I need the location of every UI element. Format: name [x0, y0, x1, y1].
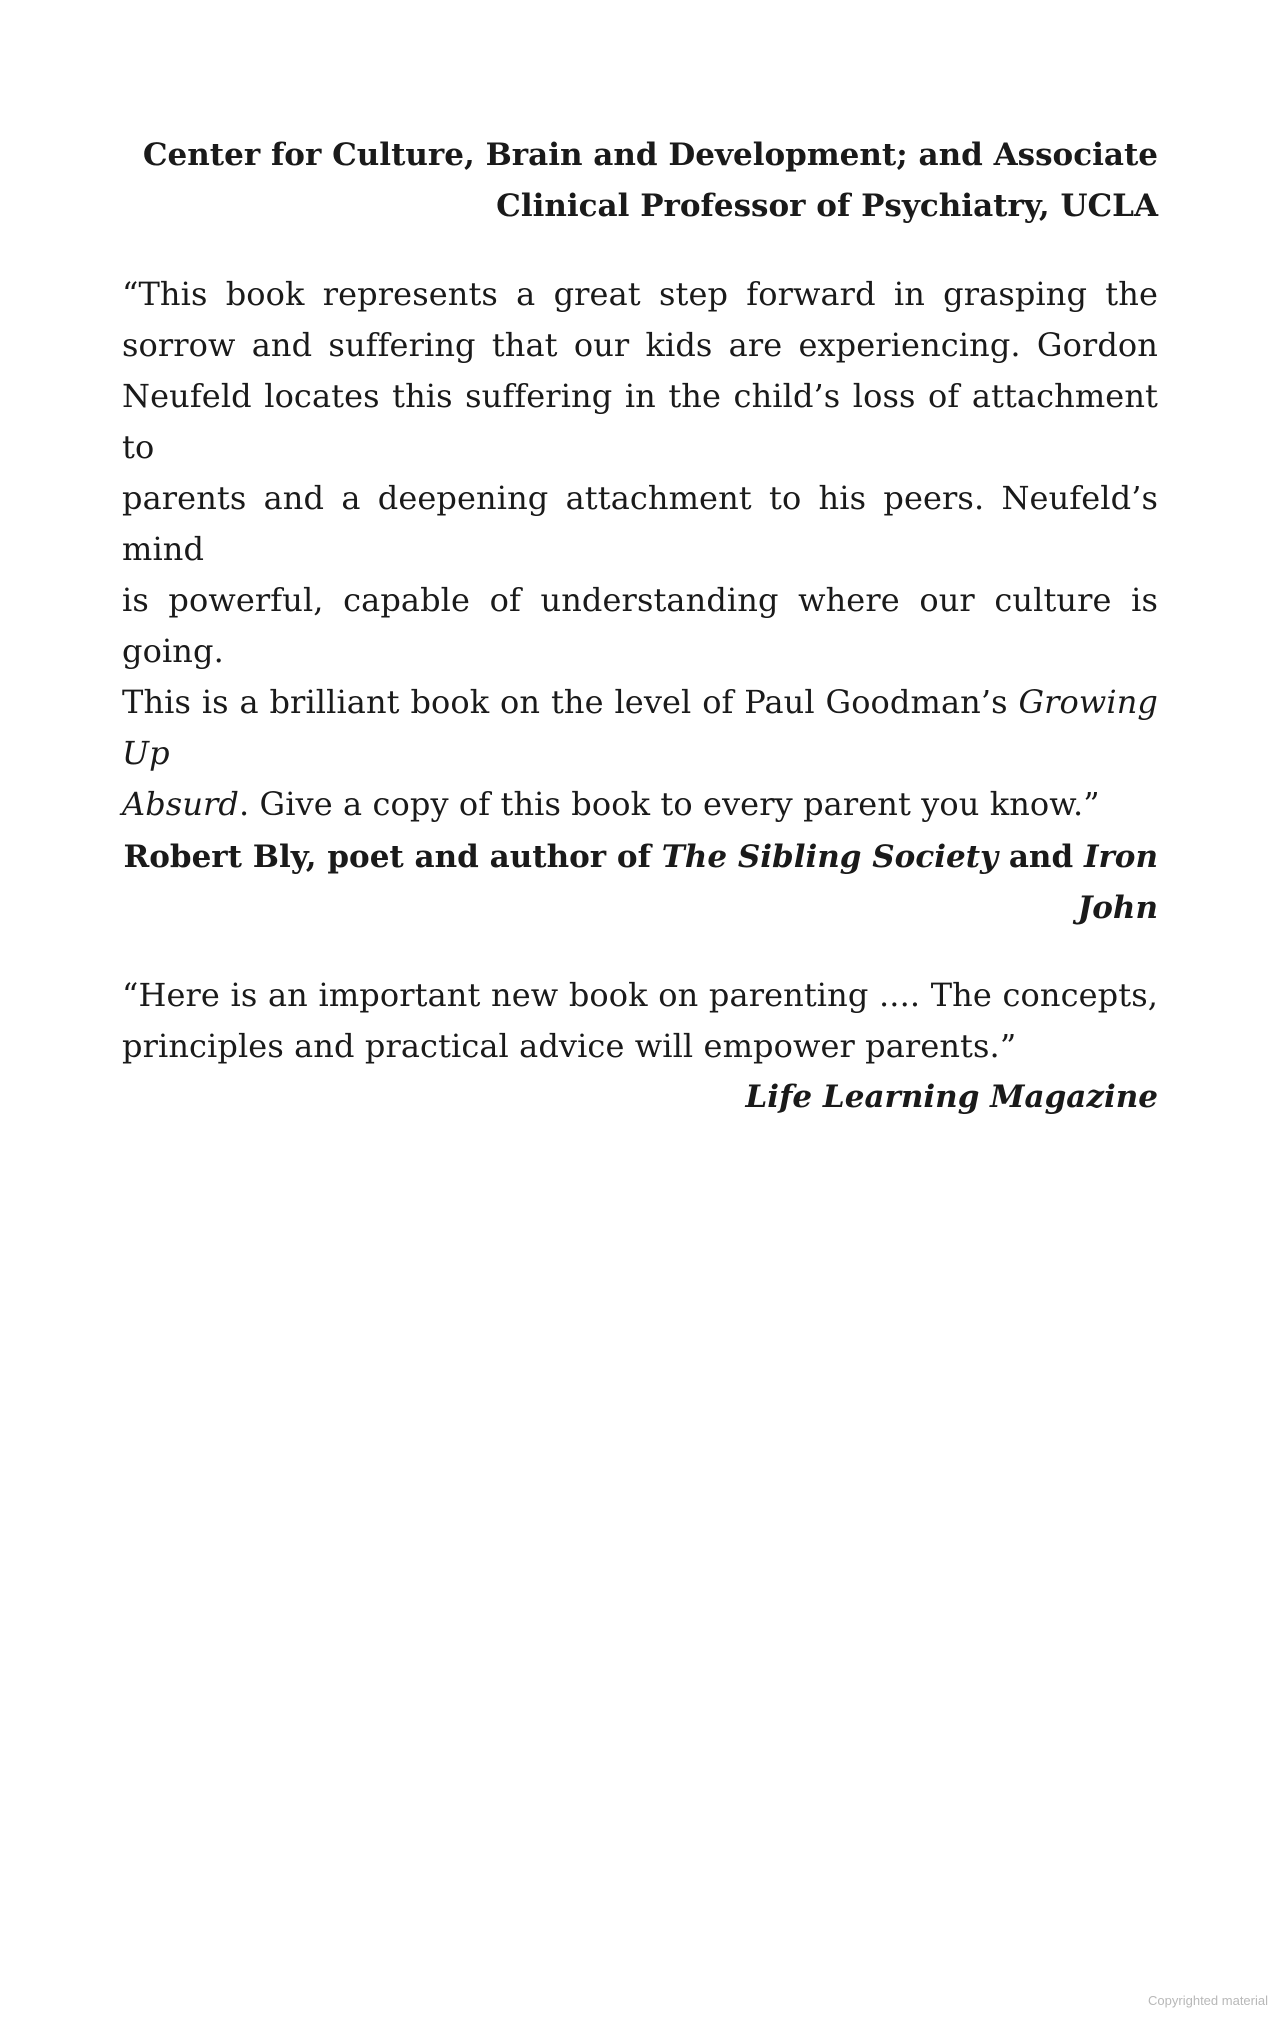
- quote-line: sorrow and suffering that our kids are experiencing. Gordon: [122, 326, 1158, 364]
- quote-line: is powerful, capable of understanding where our culture is going.: [122, 581, 1158, 670]
- attribution-prefix: Robert Bly, poet and author of: [123, 839, 651, 875]
- header-attribution-line-2: Clinical Professor of Psychiatry, UCLA: [496, 188, 1158, 224]
- quote-line: parents and a deepening attachment to his peers. Neufeld’s mind: [122, 479, 1158, 568]
- quote-line: “This book represents a great step forward in grasping the: [122, 275, 1158, 313]
- quote-life-learning: [122, 970, 1158, 1072]
- book-page: [122, 130, 1158, 1123]
- attribution-bly: [122, 832, 1158, 934]
- book-title: Growing Up: [122, 683, 1158, 772]
- quote-line: Neufeld locates this suffering in the child’s loss of attachment to: [122, 377, 1158, 466]
- book-title: Absurd: [122, 785, 240, 823]
- header-attribution-line-1: Center for Culture, Brain and Development; and Associate: [142, 137, 1158, 173]
- source-title: Life Learning Magazine: [745, 1079, 1158, 1115]
- header-attribution: [122, 130, 1158, 232]
- quote-text: . Give a copy of this book to every parent you know.”: [239, 785, 1100, 823]
- quote-line: [122, 779, 1158, 830]
- copyright-notice: Copyrighted material: [1148, 1993, 1268, 2008]
- attribution-middle: and: [1008, 839, 1074, 875]
- quote-line: “Here is an important new book on parenting .... The concepts,: [122, 976, 1158, 1014]
- quote-line: principles and practical advice will empower parents.”: [122, 1027, 1017, 1065]
- quote-bly: [122, 269, 1158, 830]
- quote-text: This is a brilliant book on the level of Paul Goodman’s: [122, 683, 1008, 721]
- book-title: Iron John: [1077, 839, 1158, 926]
- book-title: The Sibling Society: [661, 839, 999, 875]
- quote-line: [122, 677, 1158, 779]
- attribution-life-learning: [122, 1072, 1158, 1123]
